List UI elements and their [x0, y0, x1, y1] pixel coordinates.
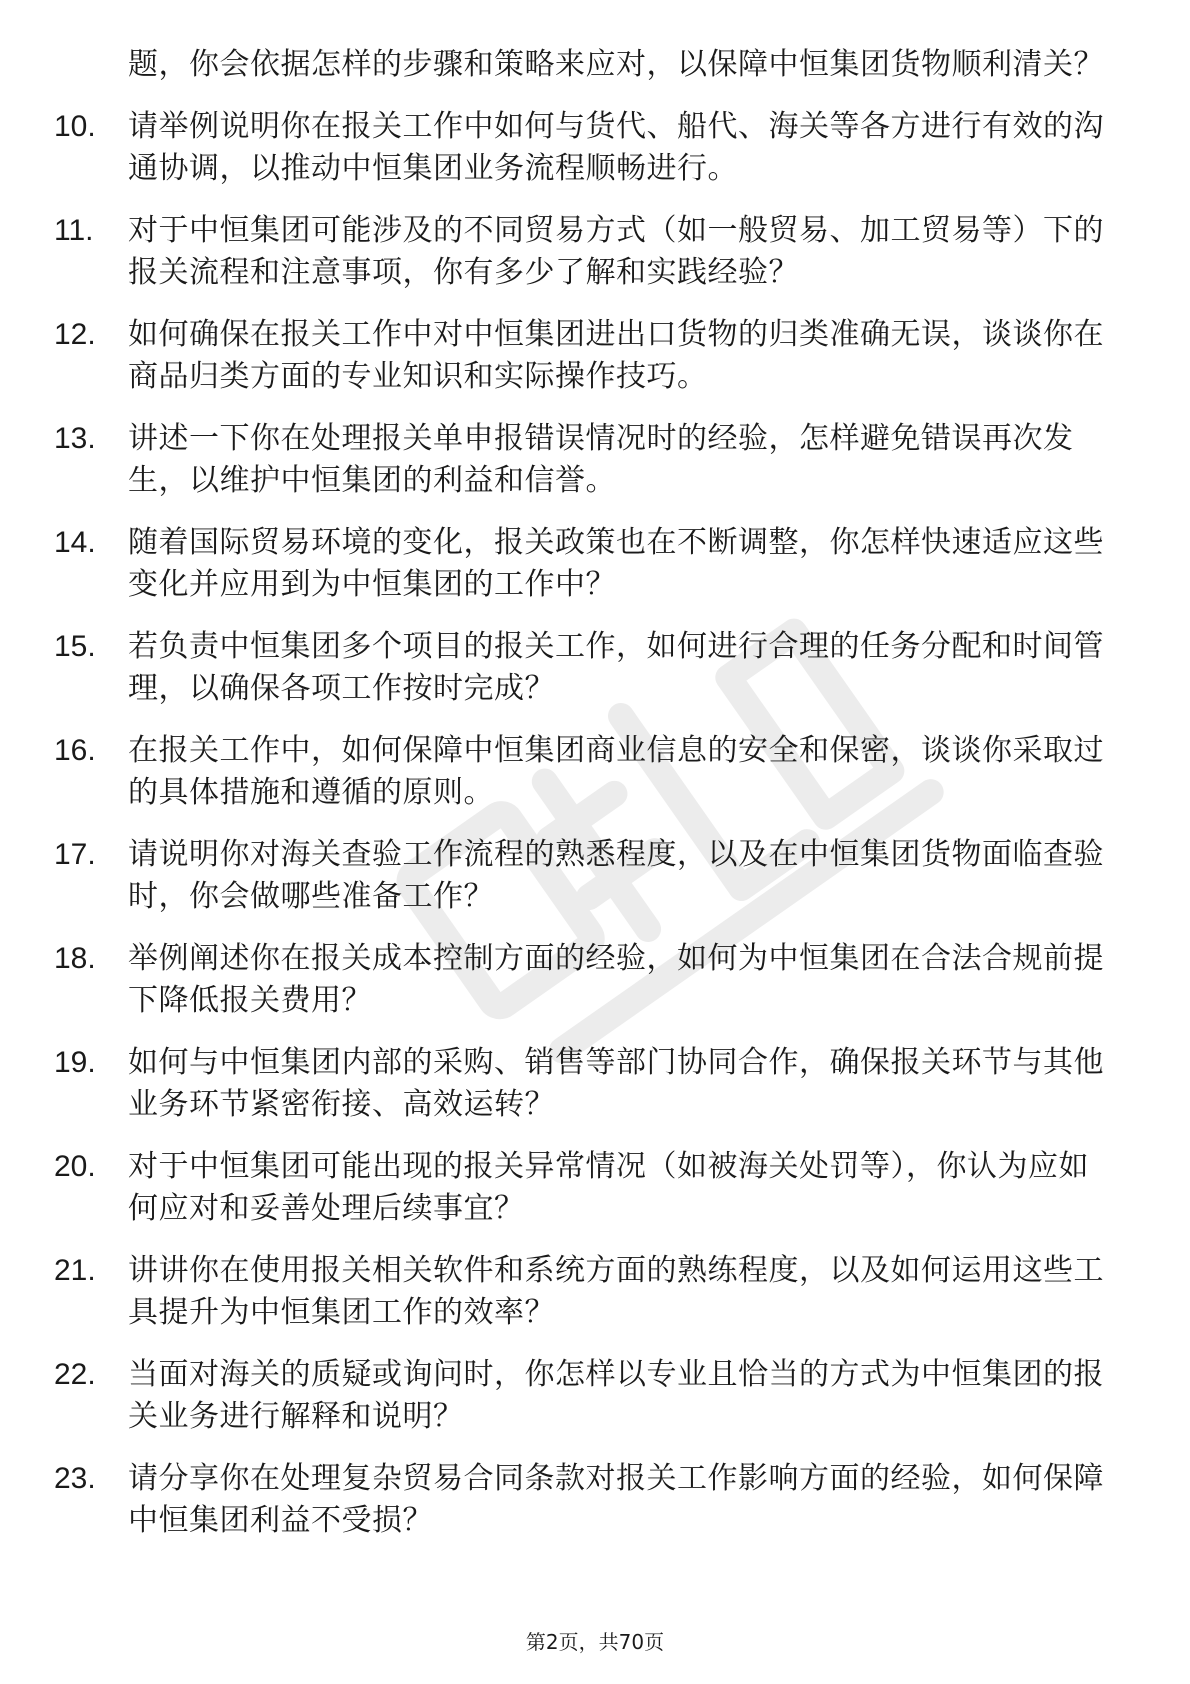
question-text: 当面对海关的质疑或询问时，你怎样以专业且恰当的方式为中恒集团的报关业务进行解释和说明？: [128, 1357, 1104, 1434]
question-number: 16.: [54, 734, 96, 767]
question-item: [0, 834, 1190, 918]
page-footer: 第2页，共70页: [525, 1630, 665, 1654]
question-text: 请分享你在处理复杂贸易合同条款对报关工作影响方面的经验，如何保障中恒集团利益不受损？: [128, 1461, 1104, 1538]
question-text: 举例阐述你在报关成本控制方面的经验，如何为中恒集团在合法合规前提下降低报关费用？: [128, 941, 1104, 1018]
question-item: [0, 1042, 1190, 1126]
question-number: 17.: [54, 838, 96, 871]
question-number: 18.: [54, 942, 96, 975]
question-text: 随着国际贸易环境的变化，报关政策也在不断调整，你怎样快速适应这些变化并应用到为中恒集团的工作中？: [128, 525, 1104, 602]
question-number: 23.: [54, 1462, 96, 1495]
question-text: 如何确保在报关工作中对中恒集团进出口货物的归类准确无误，谈谈你在商品归类方面的专业知识和实际操作技巧。: [128, 317, 1104, 394]
question-item: [0, 1146, 1190, 1230]
question-item: [0, 938, 1190, 1022]
question-number: 14.: [54, 526, 96, 559]
question-item: [0, 730, 1190, 814]
question-item: [0, 418, 1190, 502]
question-number: 19.: [54, 1046, 96, 1079]
question-number: 20.: [54, 1150, 96, 1183]
question-item: [0, 210, 1190, 294]
question-number: 11.: [54, 214, 94, 247]
continued-question-text: 题，你会依据怎样的步骤和策略来应对，以保障中恒集团货物顺利清关？: [128, 47, 1104, 82]
question-item: [0, 522, 1190, 606]
question-item: [0, 1354, 1190, 1438]
question-number: 10.: [54, 110, 96, 143]
question-text: 请举例说明你在报关工作中如何与货代、船代、海关等各方进行有效的沟通协调，以推动中恒集团业务流程顺畅进行。: [128, 109, 1104, 186]
question-text: 如何与中恒集团内部的采购、销售等部门协同合作，确保报关环节与其他业务环节紧密衔接、高效运转？: [128, 1045, 1104, 1122]
question-number: 13.: [54, 422, 96, 455]
question-text: 若负责中恒集团多个项目的报关工作，如何进行合理的任务分配和时间管理，以确保各项工作按时完成？: [128, 629, 1104, 706]
question-text: 对于中恒集团可能出现的报关异常情况（如被海关处罚等），你认为应如何应对和妥善处理后续事宜？: [128, 1149, 1089, 1226]
question-item: [0, 314, 1190, 398]
question-number: 15.: [54, 630, 96, 663]
question-item: [0, 106, 1190, 190]
question-list: [0, 106, 1190, 1542]
question-text: 对于中恒集团可能涉及的不同贸易方式（如一般贸易、加工贸易等）下的报关流程和注意事项，你有多少了解和实践经验？: [128, 213, 1104, 290]
question-text: 讲述一下你在处理报关单申报错误情况时的经验，怎样避免错误再次发生，以维护中恒集团的利益和信誉。: [128, 421, 1074, 498]
question-content: [0, 44, 1190, 1562]
question-number: 12.: [54, 318, 96, 351]
question-text: 讲讲你在使用报关相关软件和系统方面的熟练程度，以及如何运用这些工具提升为中恒集团工作的效率？: [128, 1253, 1104, 1330]
question-text: 在报关工作中，如何保障中恒集团商业信息的安全和保密，谈谈你采取过的具体措施和遵循的原则。: [128, 733, 1104, 810]
question-number: 22.: [54, 1358, 96, 1391]
question-item: [0, 1250, 1190, 1334]
question-item: [0, 1458, 1190, 1542]
question-number: 21.: [54, 1254, 96, 1287]
question-text: 请说明你对海关查验工作流程的熟悉程度，以及在中恒集团货物面临查验时，你会做哪些准备工作？: [128, 837, 1104, 914]
question-item: [0, 626, 1190, 710]
